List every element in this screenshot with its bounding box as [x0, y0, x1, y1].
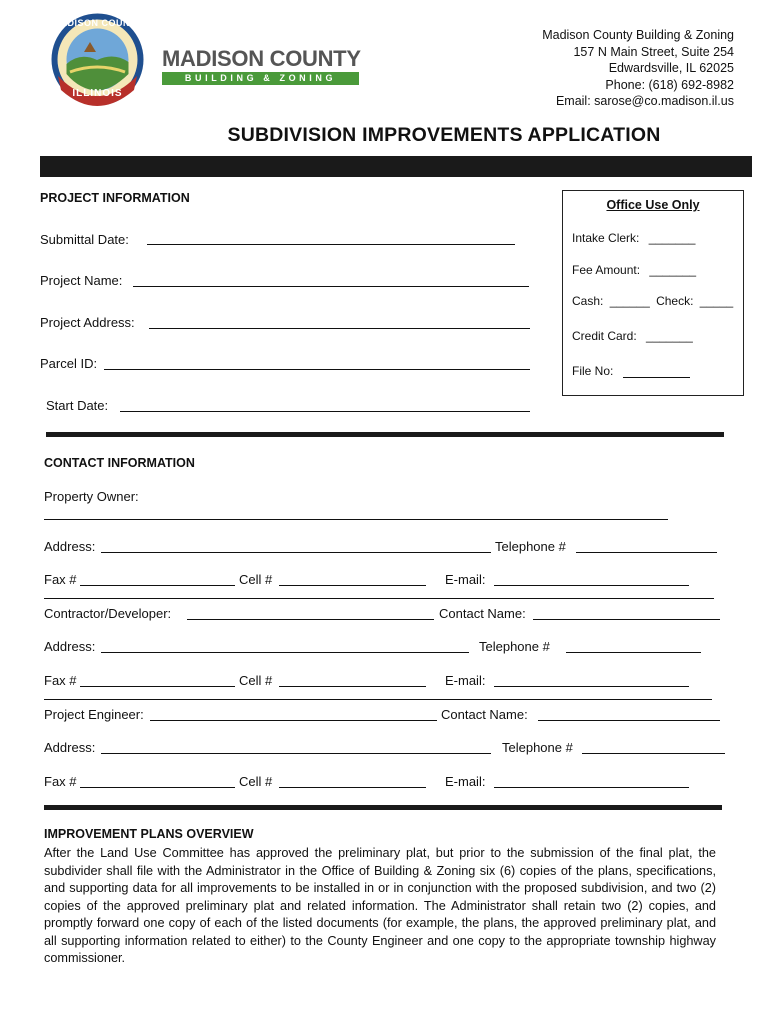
- credit-card-row: [572, 329, 693, 343]
- start-date-label: Start Date:: [46, 398, 109, 413]
- contractor-field[interactable]: [187, 619, 434, 620]
- check-label: Check:: [656, 294, 694, 308]
- owner-telephone-field[interactable]: [576, 552, 717, 553]
- contractor-address-label: Address:: [44, 639, 96, 654]
- file-no-field[interactable]: [623, 377, 690, 378]
- engineer-cell-label: Cell #: [239, 774, 273, 789]
- address-line: Phone: (618) 692-8982: [605, 77, 734, 92]
- office-use-box: [562, 190, 744, 396]
- fee-amount-blank[interactable]: _______: [649, 263, 697, 277]
- improvement-heading: IMPROVEMENT PLANS OVERVIEW: [44, 827, 254, 841]
- check-blank[interactable]: _____: [699, 294, 734, 308]
- engineer-fax-field[interactable]: [80, 787, 235, 788]
- owner-address-field[interactable]: [101, 552, 491, 553]
- owner-cell-field[interactable]: [279, 585, 426, 586]
- project-address-label: Project Address:: [40, 315, 135, 330]
- cash-blank[interactable]: ______: [609, 294, 650, 308]
- submittal-date-field[interactable]: [147, 244, 515, 245]
- parcel-id-label: Parcel ID:: [40, 356, 98, 371]
- contractor-cell-field[interactable]: [279, 686, 426, 687]
- contractor-section-rule: [44, 699, 712, 700]
- parcel-id-field[interactable]: [104, 369, 530, 370]
- engineer-cell-field[interactable]: [279, 787, 426, 788]
- contractor-label: Contractor/Developer:: [44, 606, 172, 621]
- address-line: 157 N Main Street, Suite 254: [573, 44, 734, 59]
- contractor-fax-label: Fax #: [44, 673, 77, 688]
- owner-cell-label: Cell #: [239, 572, 273, 587]
- project-address-field[interactable]: [149, 328, 530, 329]
- intake-clerk-row: [572, 231, 695, 245]
- contact-info-heading: CONTACT INFORMATION: [44, 456, 195, 470]
- contractor-address-field[interactable]: [101, 652, 469, 653]
- office-use-title: Office Use Only: [606, 198, 700, 212]
- submittal-date-label: Submittal Date:: [40, 232, 129, 247]
- fee-amount-row: [572, 263, 696, 277]
- engineer-email-label: E-mail:: [445, 774, 486, 789]
- cash-check-row: [572, 294, 733, 308]
- project-info-heading: PROJECT INFORMATION: [40, 191, 190, 205]
- contractor-email-label: E-mail:: [445, 673, 486, 688]
- contractor-cell-label: Cell #: [239, 673, 273, 688]
- engineer-telephone-field[interactable]: [582, 753, 725, 754]
- page-title: SUBDIVISION IMPROVEMENTS APPLICATION: [227, 124, 661, 146]
- owner-fax-field[interactable]: [80, 585, 235, 586]
- engineer-contact-name-field[interactable]: [538, 720, 720, 721]
- project-engineer-label: Project Engineer:: [44, 707, 144, 722]
- file-no-label: File No:: [572, 364, 614, 378]
- engineer-address-field[interactable]: [101, 753, 491, 754]
- owner-email-field[interactable]: [494, 585, 689, 586]
- file-no-row: [572, 364, 613, 378]
- address-line: Madison County Building & Zoning: [542, 28, 734, 42]
- engineer-contact-name-label: Contact Name:: [441, 707, 528, 722]
- improvement-body: After the Land Use Committee has approved the preliminary plat, but prior to the submission of the final plat, the subdivider shall file with the Administrator in the Office of Building & Zoning six (6) copies of the plans, specifications, and supporting data for all improvements to be installed in or in conjunction with the proposed subdivision, and two (2) copies of the approved preliminary plat and related information. The Administrator shall retain two (2) copies, and promptly forward one copy of each of the listed documents (for example, the plans, the approved preliminary plat, and all supporting information related to either) to the County Engineer and one copy to the appropriate township highway commissioner.: [44, 846, 716, 965]
- owner-section-rule: [44, 598, 714, 599]
- seal-text-top: MADISON COUNTY: [52, 18, 143, 28]
- intake-clerk-label: Intake Clerk:: [572, 231, 640, 245]
- section-divider: [46, 432, 724, 437]
- contractor-telephone-label: Telephone #: [479, 639, 550, 654]
- contractor-telephone-field[interactable]: [566, 652, 701, 653]
- engineer-fax-label: Fax #: [44, 774, 77, 789]
- intake-clerk-blank[interactable]: _______: [648, 231, 696, 245]
- owner-email-label: E-mail:: [445, 572, 486, 587]
- address-line: Edwardsville, IL 62025: [608, 61, 734, 75]
- address-line: Email: sarose@co.madison.il.us: [555, 94, 734, 108]
- project-name-label: Project Name:: [40, 273, 123, 288]
- seal-text-bottom: ILLINOIS: [72, 88, 123, 99]
- project-name-field[interactable]: [133, 286, 529, 287]
- credit-card-blank[interactable]: _______: [646, 329, 693, 343]
- project-engineer-field[interactable]: [150, 720, 437, 721]
- fee-amount-label: Fee Amount:: [572, 263, 641, 277]
- owner-address-label: Address:: [44, 539, 96, 554]
- property-owner-label: Property Owner:: [44, 489, 139, 504]
- engineer-address-label: Address:: [44, 740, 96, 755]
- county-seal-logo: [50, 12, 145, 107]
- contractor-fax-field[interactable]: [80, 686, 235, 687]
- owner-telephone-label: Telephone #: [495, 539, 566, 554]
- credit-card-label: Credit Card:: [572, 329, 637, 343]
- engineer-email-field[interactable]: [494, 787, 689, 788]
- owner-fax-label: Fax #: [44, 572, 77, 587]
- cash-label: Cash:: [572, 294, 604, 308]
- contractor-contact-name-label: Contact Name:: [439, 606, 526, 621]
- contractor-email-field[interactable]: [494, 686, 689, 687]
- office-address-block: [542, 27, 734, 110]
- brand-name: MADISON COUNTY: [162, 46, 361, 71]
- section-divider-2: [44, 805, 722, 810]
- start-date-field[interactable]: [120, 411, 530, 412]
- property-owner-field[interactable]: [44, 519, 668, 520]
- title-rule: [40, 156, 752, 177]
- contractor-contact-name-field[interactable]: [533, 619, 720, 620]
- engineer-telephone-label: Telephone #: [502, 740, 573, 755]
- brand-subtitle: BUILDING & ZONING: [162, 72, 359, 85]
